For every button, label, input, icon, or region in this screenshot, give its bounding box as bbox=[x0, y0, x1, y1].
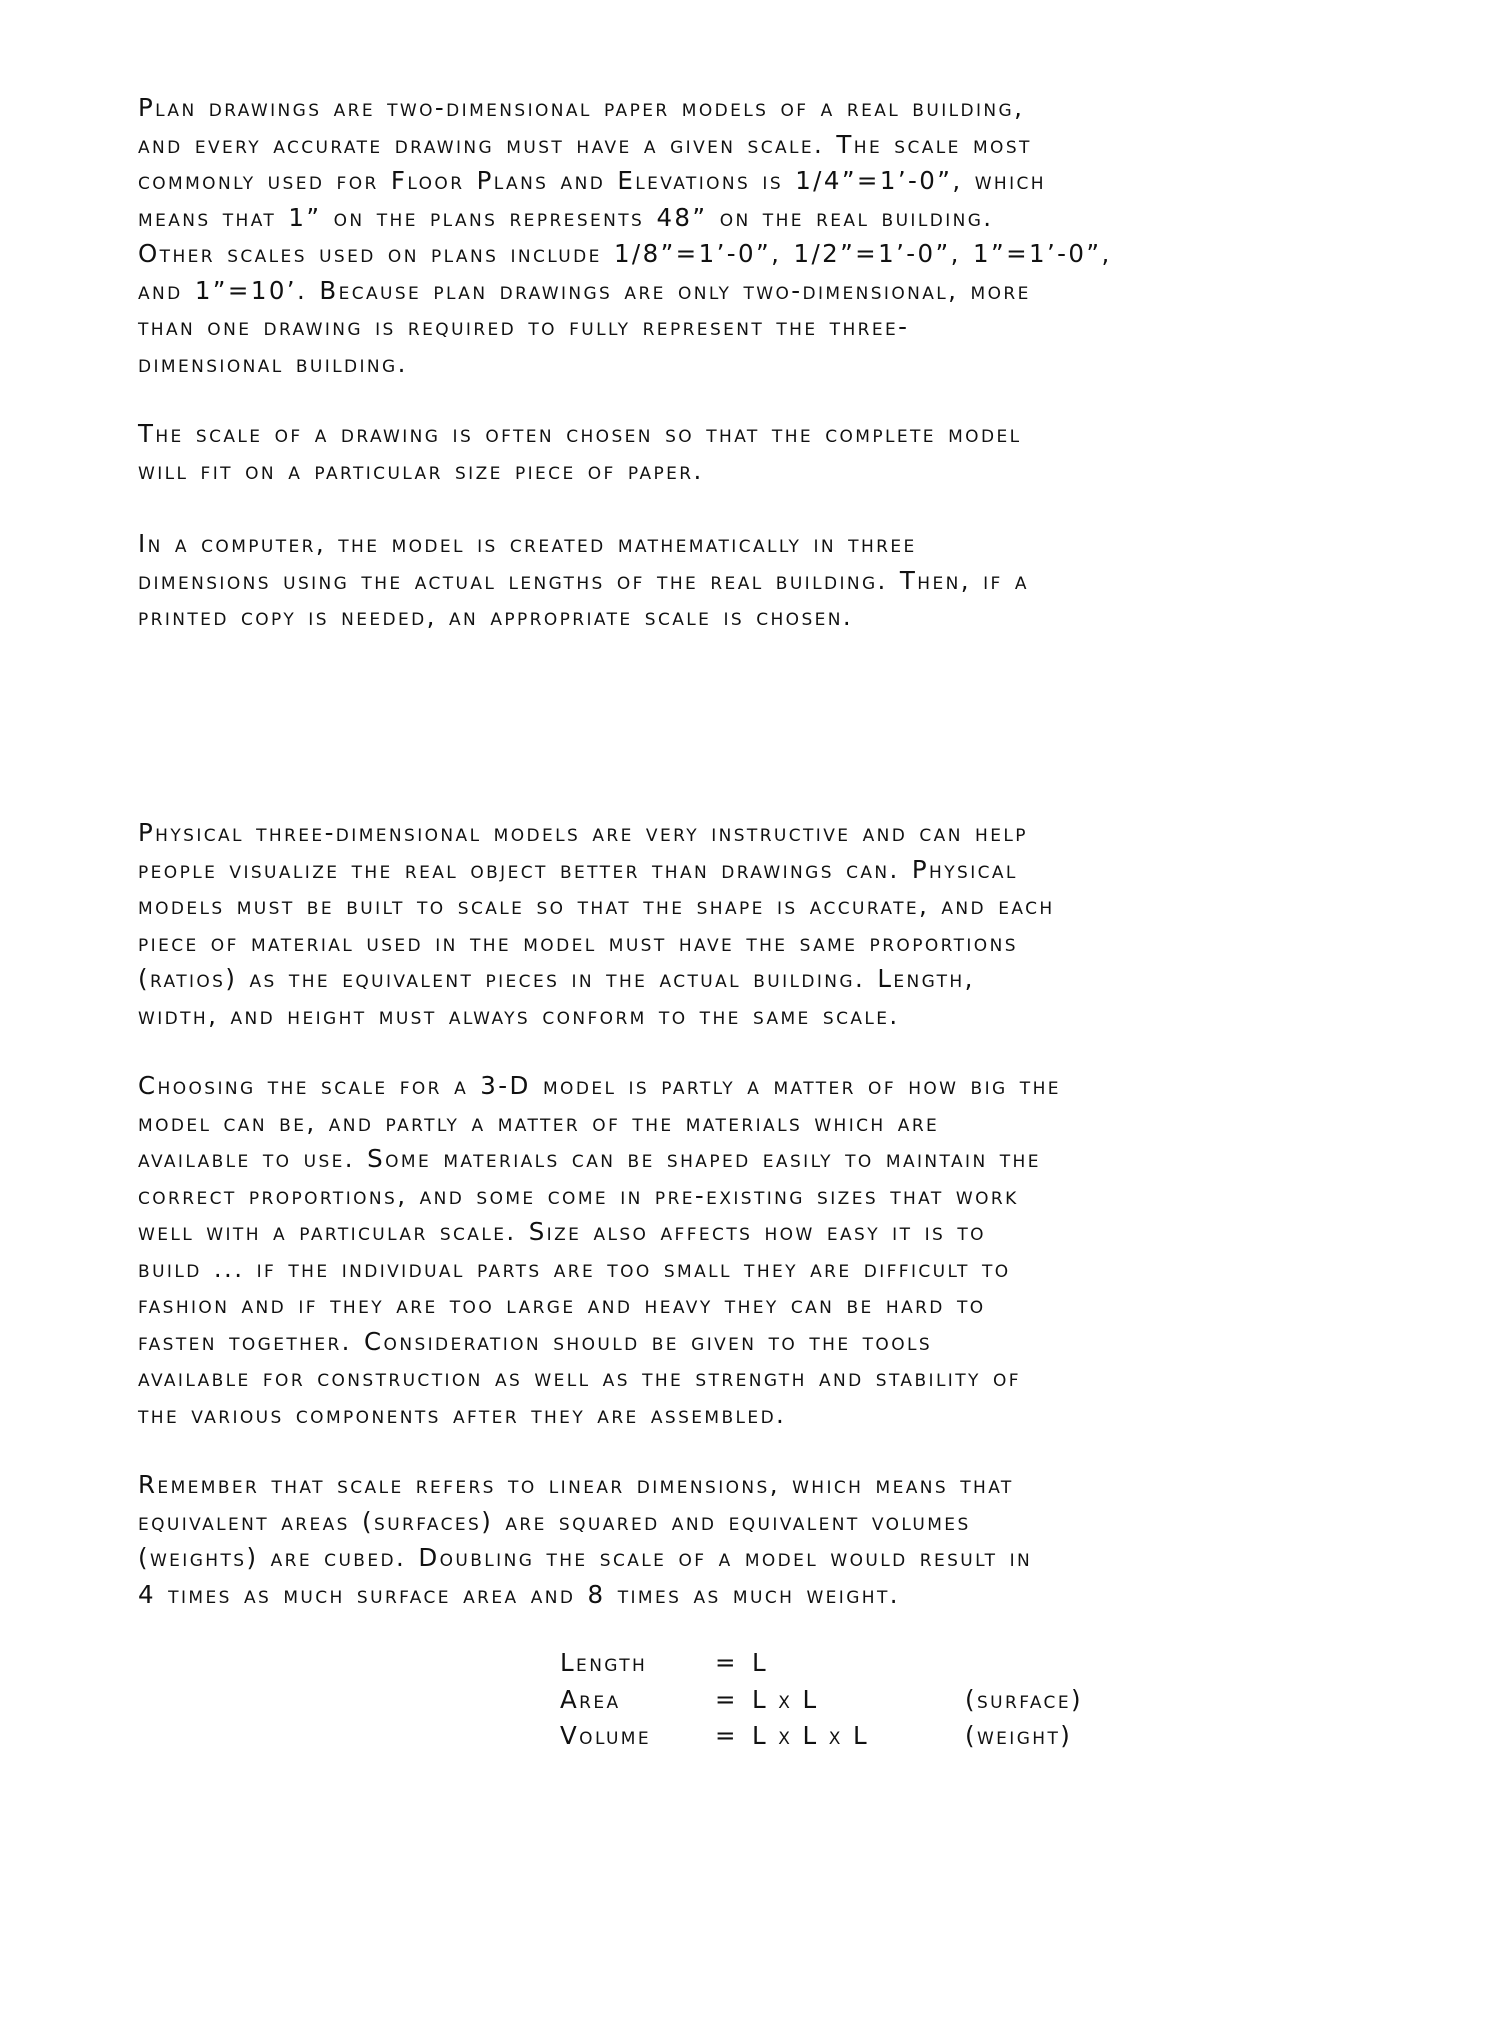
text-line: means that 1” on the plans represents 48” on the real building. bbox=[138, 202, 994, 232]
formula-term: Area bbox=[560, 1684, 621, 1714]
text-line: correct proportions, and some come in pre-existing sizes that work bbox=[138, 1180, 1019, 1210]
text-line: 4 times as much surface area and 8 times as much weight. bbox=[138, 1579, 900, 1609]
formula-note: (weight) bbox=[965, 1721, 1073, 1750]
text-line: printed copy is needed, an appropriate scale is chosen. bbox=[138, 602, 854, 631]
text-line: Other scales used on plans include 1/8”=1’-0”, 1/2”=1’-0”, 1”=1’-0”, bbox=[138, 239, 1112, 268]
formula-equals: = bbox=[715, 1648, 738, 1677]
formula-equals: = bbox=[715, 1684, 738, 1714]
text-line: and 1”=10’. Because plan drawings are only two-dimensional, more bbox=[138, 275, 1031, 305]
text-line: fasten together. Consideration should be given to the tools bbox=[138, 1326, 933, 1356]
paragraph-scale-choice bbox=[138, 416, 1438, 489]
text-line: commonly used for Floor Plans and Elevations is 1/4”=1’-0”, which bbox=[138, 166, 1046, 195]
formula-term: Length bbox=[560, 1648, 648, 1677]
formula-expression: L bbox=[752, 1648, 769, 1677]
formula-equals: = bbox=[715, 1721, 738, 1750]
text-line: will fit on a particular size piece of paper. bbox=[138, 455, 704, 485]
paragraph-linear-dimensions bbox=[138, 1467, 1438, 1613]
text-line: piece of material used in the model must have the same proportions bbox=[138, 927, 1018, 957]
text-line: model can be, and partly a matter of the materials which are bbox=[138, 1107, 940, 1137]
text-line: (ratios) as the equivalent pieces in the actual building. Length, bbox=[138, 964, 975, 993]
text-line: build ... if the individual parts are too small they are difficult to bbox=[138, 1253, 1011, 1283]
text-line: the various components after they are assembled. bbox=[138, 1399, 787, 1429]
formula-expression: L x L x L bbox=[752, 1721, 869, 1750]
text-line: dimensional building. bbox=[138, 348, 408, 378]
text-line: width, and height must always conform to the same scale. bbox=[138, 1000, 900, 1030]
text-line: (weights) are cubed. Doubling the scale of a model would result in bbox=[138, 1543, 1033, 1572]
text-line: Plan drawings are two-dimensional paper models of a real building, bbox=[138, 93, 1025, 122]
formula-note: (surface) bbox=[965, 1684, 1083, 1714]
text-line: people visualize the real object better than drawings can. Physical bbox=[138, 854, 1018, 884]
text-line: equivalent areas (surfaces) are squared and equivalent volumes bbox=[138, 1506, 971, 1536]
formula-term: Volume bbox=[560, 1721, 652, 1750]
text-line: In a computer, the model is created mathematically in three bbox=[138, 529, 917, 558]
text-line: The scale of a drawing is often chosen so that the complete model bbox=[138, 419, 1022, 448]
text-line: fashion and if they are too large and heavy they can be hard to bbox=[138, 1290, 986, 1319]
text-line: well with a particular scale. Size also affects how easy it is to bbox=[138, 1217, 986, 1246]
paragraph-choosing-scale bbox=[138, 1068, 1438, 1433]
text-line: models must be built to scale so that the shape is accurate, and each bbox=[138, 891, 1055, 920]
text-line: than one drawing is required to fully represent the three- bbox=[138, 312, 910, 341]
text-line: Remember that scale refers to linear dimensions, which means that bbox=[138, 1470, 1014, 1499]
text-line: available for construction as well as the strength and stability of bbox=[138, 1363, 1021, 1392]
text-line: and every accurate drawing must have a given scale. The scale most bbox=[138, 129, 1032, 159]
formula-expression: L x L bbox=[752, 1684, 819, 1714]
paragraph-physical-models bbox=[138, 815, 1438, 1034]
paragraph-plan-drawings bbox=[138, 90, 1438, 382]
text-line: Physical three-dimensional models are very instructive and can help bbox=[138, 818, 1028, 847]
paragraph-computer-model bbox=[138, 526, 1438, 636]
text-line: available to use. Some materials can be shaped easily to maintain the bbox=[138, 1144, 1041, 1173]
text-line: dimensions using the actual lengths of the real building. Then, if a bbox=[138, 565, 1029, 595]
text-line: Choosing the scale for a 3-D model is partly a matter of how big the bbox=[138, 1071, 1061, 1100]
